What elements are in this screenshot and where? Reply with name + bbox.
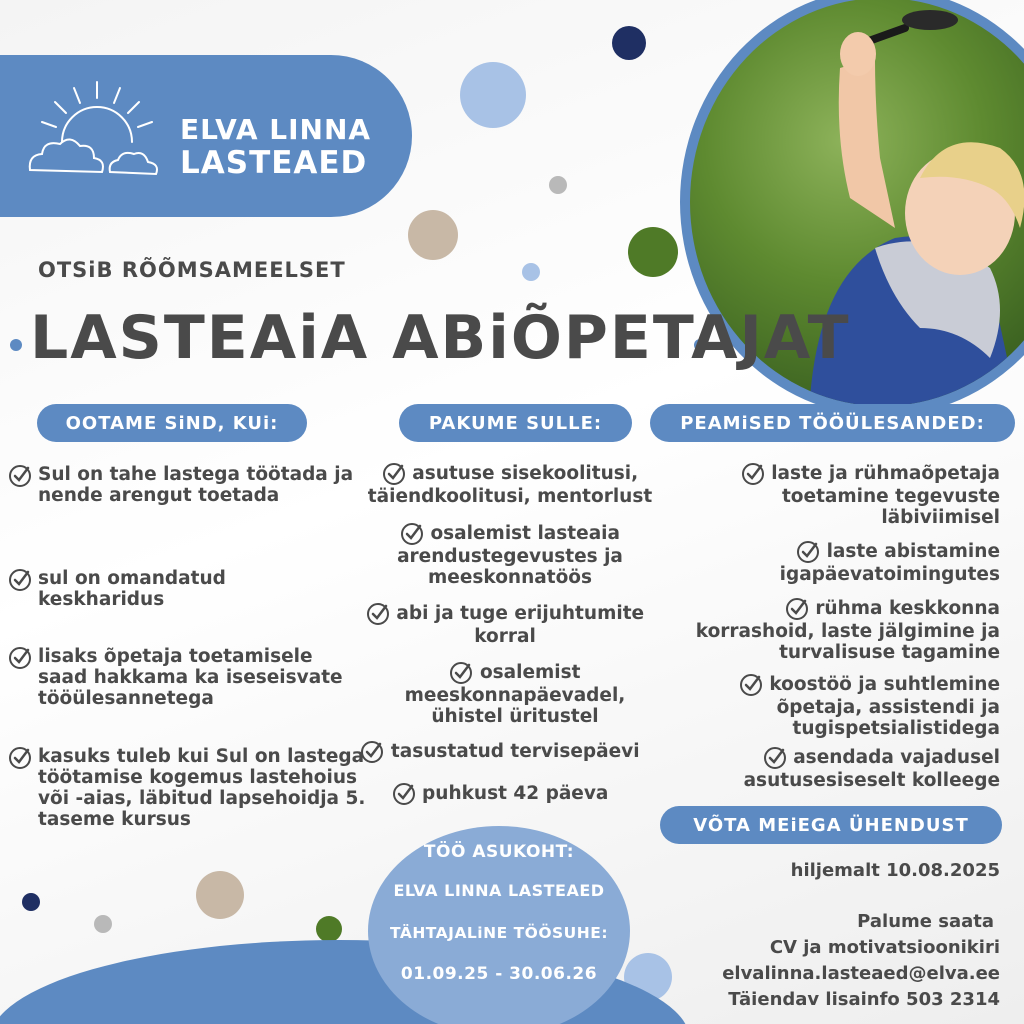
list-item (365, 782, 635, 806)
section-title-offers: PAKUME SULLE: (399, 404, 632, 442)
list-item-text: Sul on tahe lastega töötada ja nende arengut toetada (38, 464, 354, 506)
list-item-text: kasuks tuleb kui Sul on lastega töötamise kogemus lastehoius või -aias, läbitud lapsehoidja 5. taseme kursus (38, 746, 366, 830)
decor-dot (408, 210, 458, 260)
list-item-text: osalemist lasteaia arendustegevustes ja meeskonnatöös (397, 523, 623, 588)
employment-period: 01.09.25 - 30.06.26 (400, 964, 598, 984)
list-item (8, 464, 368, 506)
contact-phone: Täiendav lisainfo 503 2314 (728, 989, 1000, 1010)
decor-dot (522, 263, 540, 281)
check-icon (741, 462, 765, 486)
list-item-text: lisaks õpetaja toetamisele saad hakkama ka iseseisvate tööülesannetega (38, 646, 343, 709)
decor-dot (316, 916, 342, 942)
list-item (375, 522, 645, 588)
send-text-line2: CV ja motivatsioonikiri (769, 937, 1000, 958)
list-item (360, 602, 650, 647)
list-item-text: sul on omandatud keskharidus (38, 568, 226, 610)
check-icon (8, 746, 32, 770)
list-item-text: asutuse sisekoolitusi, täiendkoolitusi, mentorlust (367, 463, 653, 507)
list-item-text: asendada vajadusel asutusesiseselt kolleege (743, 747, 1000, 791)
location-circle (368, 826, 630, 1024)
list-item (385, 661, 645, 727)
list-item-text: osalemist meeskonnapäevadel, ühistel üritustel (404, 662, 626, 727)
decor-dot (10, 339, 22, 351)
decor-dot (460, 62, 526, 128)
section-title-requirements: OOTAME SiND, KUi: (37, 404, 307, 442)
list-item-text: abi ja tuge erijuhtumite korral (396, 603, 645, 647)
logo-banner (0, 55, 412, 217)
check-icon (400, 522, 424, 546)
check-icon (382, 462, 406, 486)
logo-title-line2: LASTEAED (180, 145, 368, 181)
list-item (710, 746, 1000, 791)
check-icon (366, 602, 390, 626)
contact-email[interactable]: elvalinna.lasteaed@elva.ee (722, 963, 1000, 984)
deadline-text: hiljemalt 10.08.2025 (790, 860, 1000, 881)
decor-dot (196, 871, 244, 919)
list-item (360, 462, 660, 507)
decor-dot (628, 227, 678, 277)
list-item (710, 462, 1000, 528)
list-item-text: puhkust 42 päeva (422, 783, 609, 804)
employment-type: TÄHTAJALiNE TÖÖSUHE: (389, 924, 609, 942)
check-icon (360, 740, 384, 764)
list-item-text: laste abistamine igapäevatoimingutes (779, 541, 1000, 585)
logo-title-line1: ELVA LINNA (180, 113, 372, 146)
check-icon (763, 746, 787, 770)
check-icon (739, 673, 763, 697)
check-icon (8, 464, 32, 488)
list-item-text: rühma keskkonna korrashoid, laste jälgimine ja turvalisuse tagamine (695, 598, 1000, 663)
list-item (690, 597, 1000, 663)
check-icon (392, 782, 416, 806)
check-icon (785, 597, 809, 621)
list-item-text: tasustatud tervisepäevi (390, 741, 640, 762)
section-title-contact: VÕTA MEiEGA ÜHENDUST (660, 806, 1002, 844)
list-item (8, 646, 368, 709)
list-item (710, 673, 1000, 739)
decor-dot (549, 176, 567, 194)
decor-dot (612, 26, 646, 60)
list-item (8, 568, 308, 610)
location-title: TÖÖ ASUKOHT: (423, 842, 575, 862)
location-place: ELVA LINNA LASTEAED (393, 881, 605, 900)
list-item (8, 746, 368, 830)
list-item (350, 740, 650, 764)
check-icon (8, 568, 32, 592)
list-item-text: laste ja rühmaõpetaja toetamine tegevuste läbiviimisel (771, 463, 1000, 528)
check-icon (449, 661, 473, 685)
decor-dot (22, 893, 40, 911)
decor-dot (94, 915, 112, 933)
section-title-duties: PEAMiSED TÖÖÜLESANDED: (650, 404, 1015, 442)
subheading: OTSiB RÕÕMSAMEELSET (38, 258, 346, 282)
list-item (730, 540, 1000, 585)
check-icon (796, 540, 820, 564)
sun-cloud-icon (22, 70, 172, 204)
main-heading: LASTEAiA ABiÕPETAJAT (30, 303, 851, 373)
list-item-text: koostöö ja suhtlemine õpetaja, assistendi ja tugispetsialistidega (769, 674, 1000, 739)
check-icon (8, 646, 32, 670)
send-text-line1: Palume saata (857, 911, 994, 932)
